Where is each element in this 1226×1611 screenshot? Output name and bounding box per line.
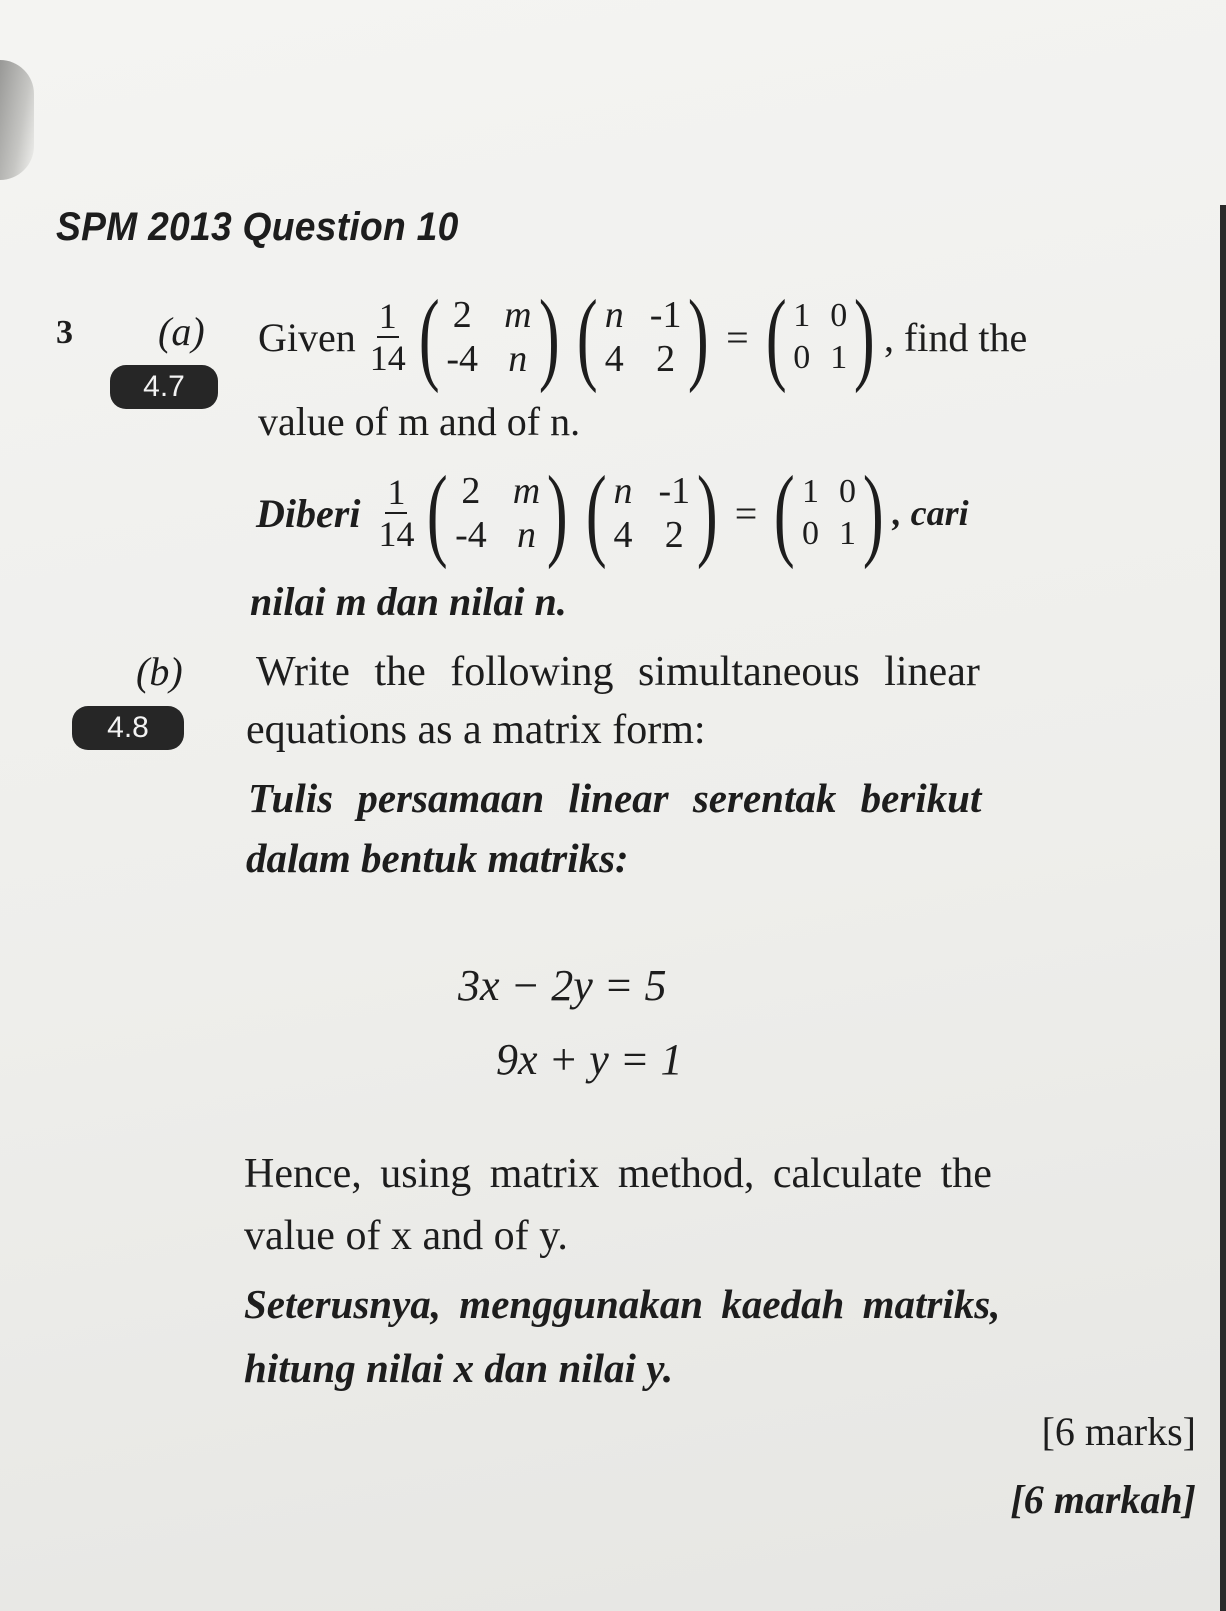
- fraction: [378, 472, 414, 554]
- fraction: [370, 296, 406, 378]
- part-b-topic-badge: 4.8: [72, 706, 184, 750]
- matrix-b-cell: n: [613, 470, 633, 512]
- hence-line1-en: Hence, using matrix method, calculate the: [244, 1151, 992, 1197]
- given-label: Given: [258, 314, 356, 360]
- identity-cell: 0: [838, 473, 856, 510]
- fraction-numerator: 1: [387, 472, 406, 512]
- matrix-b: ( n -1 4 2 ): [585, 455, 718, 570]
- equation-2: 9x + y = 1: [496, 1035, 683, 1084]
- matrix-a-cell: 2: [452, 294, 472, 336]
- part-a-line2-ms: nilai m dan nilai n.: [250, 579, 567, 624]
- matrix-a: ( 2 m -4 n ): [418, 279, 560, 394]
- marks-en: [6 marks]: [1041, 1409, 1196, 1454]
- identity-matrix: ( 1 0 0 1 ): [774, 455, 884, 570]
- equals-sign: =: [726, 314, 749, 360]
- marks-ms: [6 markah]: [1010, 1477, 1196, 1522]
- identity-cell: 1: [830, 339, 848, 376]
- question-heading: SPM 2013 Question 10: [56, 205, 459, 249]
- page-edge-shadow: [0, 60, 34, 180]
- part-a-label: (a): [158, 309, 205, 354]
- part-b-line1-en: Write the following simultaneous linear: [256, 649, 980, 695]
- identity-cell: 0: [801, 515, 819, 552]
- matrix-a-cell: m: [504, 294, 532, 336]
- matrix-b-cell: 4: [604, 338, 624, 380]
- part-b-line2-ms: dalam bentuk matriks:: [246, 835, 629, 881]
- matrix-a: ( 2 m -4 n ): [427, 455, 568, 570]
- identity-cell: 0: [830, 297, 848, 334]
- matrix-b-cell: 4: [613, 514, 633, 556]
- hence-line2-ms: hitung nilai x dan nilai y.: [244, 1345, 674, 1391]
- identity-cell: 1: [801, 473, 819, 510]
- matrix-b-cell: 2: [656, 338, 676, 380]
- equals-sign: =: [734, 490, 758, 536]
- hence-line2-en: value of x and of y.: [244, 1213, 568, 1259]
- matrix-a-cell: n: [508, 338, 528, 380]
- part-b-label: (b): [136, 649, 183, 694]
- part-a-equation-en: [258, 279, 1028, 394]
- matrix-b-cell: -1: [649, 294, 682, 336]
- page-edge-right: [1220, 205, 1226, 1611]
- identity-matrix: ( 1 0 0 1 ): [765, 279, 876, 394]
- matrix-a-cell: n: [516, 514, 536, 556]
- fraction-numerator: 1: [378, 296, 397, 336]
- matrix-b: ( n -1 4 2 ): [577, 279, 710, 394]
- matrix-a-cell: m: [512, 470, 541, 512]
- matrix-b-cell: 2: [664, 514, 684, 556]
- matrix-a-cell: -4: [446, 338, 479, 380]
- matrix-b-cell: n: [604, 294, 624, 336]
- identity-cell: 1: [793, 297, 811, 334]
- identity-cell: 0: [793, 339, 811, 376]
- matrix-a-cell: 2: [461, 470, 481, 512]
- part-b-line2-en: equations as a matrix form:: [246, 707, 706, 753]
- hence-line1-ms: Seterusnya, menggunakan kaedah matriks,: [244, 1281, 1001, 1327]
- matrix-a-cell: -4: [455, 514, 487, 556]
- part-a-line2-en: value of m and of n.: [258, 399, 581, 444]
- fraction-denominator: 14: [378, 514, 415, 554]
- matrix-b-cell: -1: [658, 470, 691, 512]
- find-the-text: , find the: [883, 314, 1028, 360]
- diberi-label: Diberi: [256, 490, 361, 536]
- part-b-line1-ms: Tulis persamaan linear serentak berikut: [248, 775, 982, 821]
- equation-1: 3x − 2y = 5: [458, 961, 667, 1010]
- identity-cell: 1: [838, 515, 856, 552]
- cari-text: , cari: [892, 493, 969, 533]
- fraction-denominator: 14: [369, 338, 406, 378]
- part-a-topic-badge: 4.7: [110, 365, 218, 409]
- question-number: 3: [56, 314, 73, 351]
- part-a-equation-ms: [256, 455, 969, 570]
